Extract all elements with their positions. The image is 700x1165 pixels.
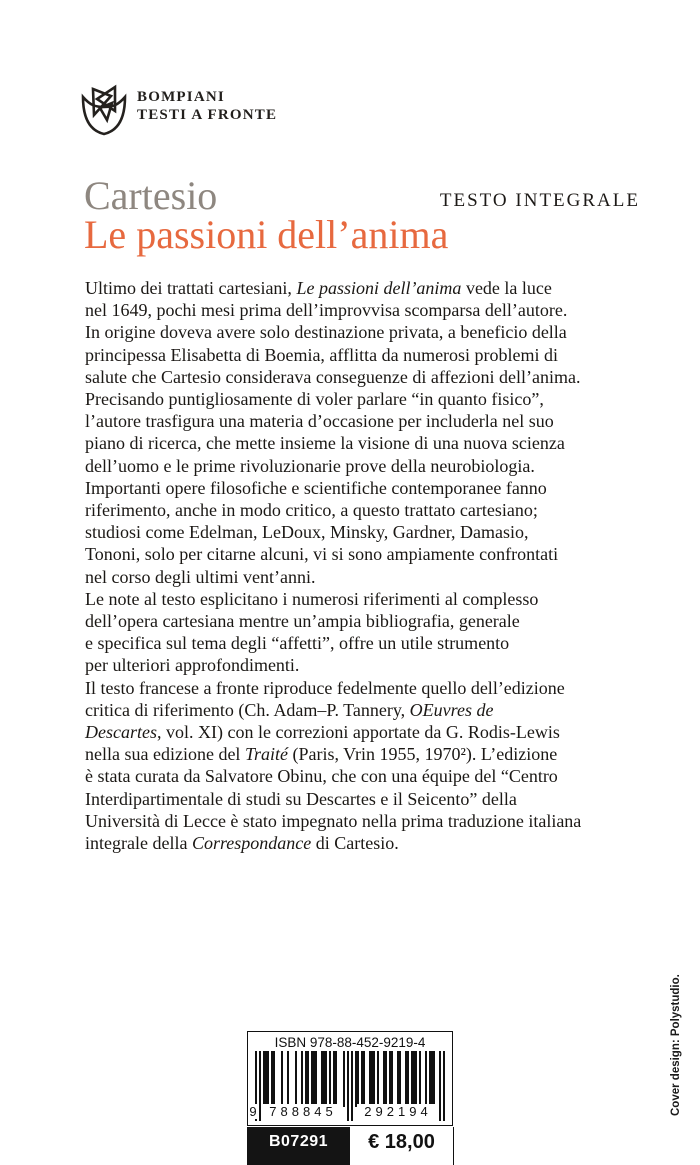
description-line: Le note al testo esplicitano i numerosi riferimenti al complesso <box>85 588 539 609</box>
description-line: Tononi, solo per citarne alcuni, vi si sono ampiamente confrontati <box>85 544 559 565</box>
barcode-digit-group: 9 <box>249 1104 257 1119</box>
description-line: dell’opera cartesiana mentre un’ampia bibliografia, generale <box>85 611 520 632</box>
description-line: In origine doveva avere solo destinazione privata, a beneficio della <box>85 322 567 343</box>
description-line: principessa Elisabetta di Boemia, afflitta da numerosi problemi di <box>85 344 559 365</box>
description-line: Ultimo dei trattati cartesiani, Le passioni dell’anima vede la luce <box>85 278 552 298</box>
description-line: salute che Cartesio considerava conseguenze di affezioni dell’anima. <box>85 366 581 387</box>
description-line: Il testo francese a fronte riproduce fedelmente quello dell’edizione <box>85 677 565 698</box>
description-line: è stata curata da Salvatore Obinu, che con una équipe del “Centro <box>85 766 558 787</box>
description-line: e specifica sul tema degli “affetti”, offre un utile strumento <box>85 633 510 654</box>
barcode-label <box>247 1031 453 1126</box>
description-block <box>85 277 675 854</box>
description-line: piano di ricerca, che mette insieme la visione di una nuova scienza <box>85 433 565 454</box>
description-line: nella sua edizione del Traité (Paris, Vrin 1955, 1970²). L’edizione <box>85 744 558 765</box>
description-line: nel corso degli ultimi vent’anni. <box>85 566 316 587</box>
description-line: Precisando puntigliosamente di voler parlare “in quanto fisico”, <box>85 389 544 410</box>
author-name: Cartesio <box>84 173 218 218</box>
description-line: dell’uomo e le prime rivoluzionarie prove della neurobiologia. <box>85 455 535 476</box>
description-line: l’autore trasfigura una materia d’occasione per includerla nel suo <box>85 411 554 432</box>
book-title: Le passioni dell’anima <box>84 212 449 257</box>
price: € 18,00 <box>350 1127 454 1165</box>
barcode-digit-group: 292194 <box>357 1104 439 1119</box>
description-line: critica di riferimento (Ch. Adam–P. Tannery, OEuvres de <box>85 699 494 720</box>
barcode-digit-group: 788845 <box>263 1104 343 1119</box>
description-line: nel 1649, pochi mesi prima dell’improvvisa scomparsa dell’autore. <box>85 300 568 321</box>
publisher-name: BOMPIANI <box>137 89 225 105</box>
barcode-digits <box>249 1104 445 1119</box>
edition-badge: TESTO INTEGRALE <box>439 190 640 211</box>
product-code: B07291 <box>247 1127 350 1165</box>
cover-credit: Cover design: Polystudio. <box>670 974 682 1116</box>
description-line: riferimento, anche in modo critico, a questo trattato cartesiano; <box>85 500 538 521</box>
description-line: per ulteriori approfondimenti. <box>85 655 300 676</box>
publisher-logo <box>80 84 277 136</box>
publisher-text <box>137 88 277 124</box>
description-line: Importanti opere filosofiche e scientifiche contemporanee fanno <box>85 477 547 498</box>
series-name: TESTI A FRONTE <box>137 107 278 123</box>
isbn-text: ISBN 978-88-452-9219-4 <box>274 1035 426 1050</box>
description-line: integrale della Correspondance di Cartesio. <box>85 833 399 854</box>
description-line: studiosi come Edelman, LeDoux, Minsky, Gardner, Damasio, <box>85 522 529 543</box>
description-line: Interdipartimentale di studi su Descartes e il Seicento” della <box>85 788 517 809</box>
description-line: Descartes, vol. XI) con le correzioni apportate da G. Rodis-Lewis <box>85 722 560 743</box>
bompiani-flower-icon <box>80 84 128 136</box>
description-line: Università di Lecce è stato impegnato nella prima traduzione italiana <box>85 810 582 831</box>
